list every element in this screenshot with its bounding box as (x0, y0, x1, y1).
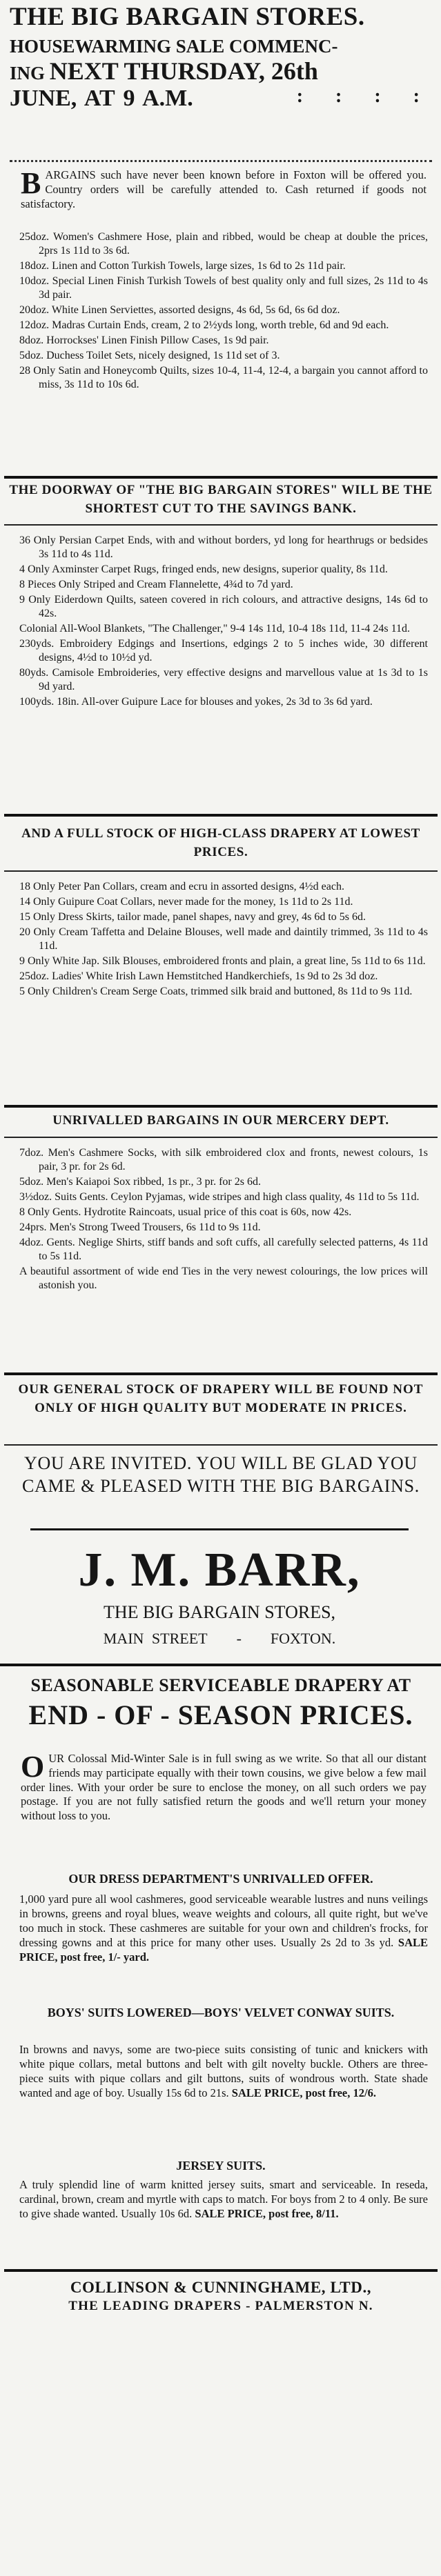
ad1-date-line (10, 57, 432, 86)
jersey-suits-body: A truly splendid line of warm knitted jersey suits, smart and serviceable. In reseda, cardinal, brown, cream and myrtle with caps to match. For boys from 2 to 4 only. Be sure to give shade wanted. Usually 10s 6d. (19, 2178, 428, 2220)
list-item: 24prs. Men's Strong Tweed Trousers, 6s 11d to 9s 11d. (19, 1221, 261, 1233)
town: FOXTON. (270, 1630, 336, 1647)
list-item: 3½doz. Suits Gents. Ceylon Pyjamas, wide stripes and high class quality, 4s 11d to 5s 11d. (19, 1191, 420, 1203)
ad2-header-line1: SEASONABLE SERVICEABLE DRAPERY AT (30, 1675, 411, 1695)
boys-suits-body: In browns and navys, some are two-piece suits consisting of tunic and knickers with white pique collars, metal buttons and belt with gilt novelty buckle. Others are three-piece suits with pique collars and gilt buttons, suits of wondrous worth. State shade wanted and age of boy. Usually 15s 6d to 21s. (19, 2043, 428, 2099)
list-item: 5doz. Men's Kaiapoi Sox ribbed, 1s pr., 3 pr. for 2s 6d. (19, 1176, 261, 1188)
list-item: 25doz. Women's Cashmere Hose, plain and ribbed, would be cheap at double the prices, 2prs 1s 11d to 3s 6d. (19, 231, 428, 257)
store-name: THE BIG BARGAIN STORES, (103, 1602, 336, 1622)
ad1-intro (21, 168, 427, 211)
dress-dept-text (19, 1893, 428, 1965)
jersey-suits-price: SALE PRICE, post free, 8/11. (195, 2206, 339, 2220)
list-item: 18 Only Peter Pan Collars, cream and ecru in assorted designs, 4½d each. (19, 881, 344, 892)
list-item: 10doz. Special Linen Finish Turkish Towels of best quality only and full sizes, 2s 11d to 4s 3d pair. (19, 275, 428, 301)
list-item: 230yds. Embroidery Edgings and Insertions, edgings 2 to 5 inches wide, 30 different designs, 4½d to 10½d yd. (19, 638, 428, 663)
list-item: A beautiful assortment of wide end Ties in the very newest colourings, the low prices will astonish you. (19, 1266, 428, 1291)
list-item: 15 Only Dress Skirts, tailor made, panel shapes, navy and grey, 4s 6d to 5s 6d. (19, 911, 366, 923)
list-item: Colonial All-Wool Blankets, "The Challenger," 9-4 14s 11d, 10-4 18s 11d, 11-4 24s 11d. (19, 623, 411, 635)
dress-dept-heading: OUR DRESS DEPARTMENT'S UNRIVALLED OFFER. (68, 1872, 373, 1886)
list-item: 100yds. 18in. All-over Guipure Lace for blouses and yokes, 2s 3d to 3s 6d yard. (19, 696, 373, 708)
section-rule (4, 476, 438, 479)
list-item: 8 Only Gents. Hydrotite Raincoats, usual price of this coat is 60s, now 42s. (19, 1206, 352, 1218)
list-item: 8doz. Horrockses' Linen Finish Pillow Cases, 1s 9d pair. (19, 335, 269, 346)
dotted-divider (10, 160, 432, 162)
store-address (30, 1630, 409, 1648)
list-item: 4 Only Axminster Carpet Rugs, fringed ends, new designs, superior quality, 8s 11d. (19, 563, 388, 575)
list-item: 8 Pieces Only Striped and Cream Flannelette, 4¾d to 7d yard. (19, 579, 293, 590)
ad2-intro (21, 1752, 427, 1824)
ad2-footer (7, 2277, 435, 2315)
ad1-time: JUNE, AT 9 A.M. (10, 85, 193, 111)
street: MAIN STREET (103, 1630, 208, 1647)
ad1-date-emphasis: NEXT THURSDAY, 26th (49, 57, 318, 85)
jersey-suits-text (19, 2178, 428, 2221)
ad1-title: THE BIG BARGAIN STORES. (10, 3, 365, 31)
section-rule (4, 1444, 438, 1446)
doorway-banner: THE DOORWAY OF "THE BIG BARGAIN STORES" WILL BE THE SHORTEST CUT TO THE SAVINGS BANK. (9, 483, 433, 516)
ad1-signature (30, 1528, 409, 1656)
boys-suits-heading: BOYS' SUITS LOWERED—BOYS' VELVET CONWAY SUITS. (47, 2006, 395, 2019)
ad1-sale-line: HOUSEWARMING SALE COMMENC- (10, 36, 338, 57)
section-rule (4, 1137, 438, 1138)
ad-separator (0, 1664, 441, 1666)
list-item: 20 Only Cream Taffetta and Delaine Blouses, well made and daintily trimmed, 3s 11d to 4s 11d. (19, 926, 428, 952)
address-dash: - (236, 1630, 242, 1647)
section-rule (4, 2269, 438, 2272)
ad1-items-b (19, 534, 428, 710)
list-item: 9 Only White Jap. Silk Blouses, embroidered fronts and plain, a great line, 5s 11d to 6s 11d. (19, 955, 426, 967)
list-item: 20doz. White Linen Serviettes, assorted designs, 4s 6d, 5s 6d, 6s 6d doz. (19, 304, 340, 316)
dress-dept-body: 1,000 yard pure all wool cashmeres, good serviceable wearable lustres and nuns veilings in browns, greens and royal blues, weave weights and colours, all quite right, but we've too much in stock. These cashmeres are suitable for your own and children's frocks, for dressing gowns and at this price for many other uses. Usually 2s 2d to 3s yd. (19, 1893, 428, 1949)
list-item: 14 Only Guipure Coat Collars, never made for the money, 1s 11d to 2s 11d. (19, 896, 353, 908)
list-item: 28 Only Satin and Honeycomb Quilts, sizes 10-4, 11-4, 12-4, a bargain you cannot afford to miss, 3s 11d to 10s 6d. (19, 365, 428, 390)
general-stock-banner: OUR GENERAL STOCK OF DRAPERY WILL BE FOUND NOT ONLY OF HIGH QUALITY BUT MODERATE IN PRICES. (18, 1382, 424, 1415)
ad2-header-line2: END - OF - SEASON PRICES. (28, 1699, 413, 1731)
ad1-header (10, 3, 432, 112)
ad1-items-a (19, 230, 428, 393)
list-item: 12doz. Madras Curtain Ends, cream, 2 to 2½yds long, worth treble, 6d and 9d each. (19, 319, 389, 331)
ad1-dropcap: B (21, 166, 41, 200)
list-item: 36 Only Persian Carpet Ends, with and without borders, yd long for hearthrugs or bedsides 3s 11d to 4s 11d. (19, 535, 428, 560)
company-name: COLLINSON & CUNNINGHAME, LTD., (70, 2279, 372, 2296)
dress-dept-price: SALE PRICE, post free, 1/- yard. (19, 1935, 429, 1964)
section-rule (4, 1372, 438, 1375)
company-tagline: THE LEADING DRAPERS - PALMERSTON N. (68, 2298, 373, 2313)
ad1-time-dots: : : : : (296, 85, 432, 107)
boys-suits-text (19, 2043, 428, 2101)
ad1-items-c (19, 880, 428, 1000)
section-rule (4, 870, 438, 872)
section-rule (4, 814, 438, 817)
list-item: 7doz. Men's Cashmere Socks, with silk embroidered clox and fronts, newest colours, 1s pair, 3 pr. for 2s 6d. (19, 1147, 428, 1172)
section-rule (4, 1105, 438, 1108)
list-item: 18doz. Linen and Cotton Turkish Towels, large sizes, 1s 6d to 2s 11d pair. (19, 260, 346, 272)
section-rule (4, 524, 438, 526)
list-item: 4doz. Gents. Neglige Shirts, stiff bands and soft cuffs, all carefully selected patterns, 4s 11d to 5s 11d. (19, 1237, 428, 1262)
mercery-banner: UNRIVALLED BARGAINS IN OUR MERCERY DEPT. (52, 1113, 389, 1128)
ad2-header (7, 1675, 435, 1732)
ad1-time-line (10, 86, 432, 112)
ad2-dropcap: O (21, 1750, 45, 1784)
ad2-intro-text: UR Colossal Mid-Winter Sale is in full swing as we write. So that all our distant friends may participate equally with their town cousins, we give below a few mail order lines. With your order be sure to enclose the money, on all such orders we pay postage. If you are not fully satisfied return the goods and we'll return your money without loss to you. (21, 1752, 427, 1823)
proprietor-name: J. M. BARR, (78, 1544, 361, 1597)
list-item: 9 Only Eiderdown Quilts, sateen covered in rich colours, and attractive designs, 14s 6d to 42s. (19, 594, 428, 619)
ad1-intro-text: ARGAINS such have never been known before in Foxton will be offered you. Country orders will be carefully attended to. Cash returned if goods not satisfactory. (21, 168, 427, 210)
list-item: 25doz. Ladies' White Irish Lawn Hemstitched Handkerchiefs, 1s 9d to 2s 3d doz. (19, 970, 378, 982)
list-item: 80yds. Camisole Embroideries, very effective designs and marvellous value at 1s 3d to 1s 9d yard. (19, 667, 428, 692)
ad1-items-d (19, 1146, 428, 1294)
list-item: 5doz. Duchess Toilet Sets, nicely designed, 1s 11d set of 3. (19, 350, 280, 361)
drapery-banner: AND A FULL STOCK OF HIGH-CLASS DRAPERY AT LOWEST PRICES. (21, 826, 420, 859)
jersey-suits-heading: JERSEY SUITS. (176, 2159, 266, 2173)
invite-banner: YOU ARE INVITED. YOU WILL BE GLAD YOU CAME & PLEASED WITH THE BIG BARGAINS. (21, 1453, 420, 1496)
ad1-date-prefix: ING (10, 62, 46, 83)
boys-suits-price: SALE PRICE, post free, 12/6. (231, 2086, 376, 2099)
list-item: 5 Only Children's Cream Serge Coats, trimmed silk braid and buttoned, 8s 11d to 9s 11d. (19, 986, 413, 997)
